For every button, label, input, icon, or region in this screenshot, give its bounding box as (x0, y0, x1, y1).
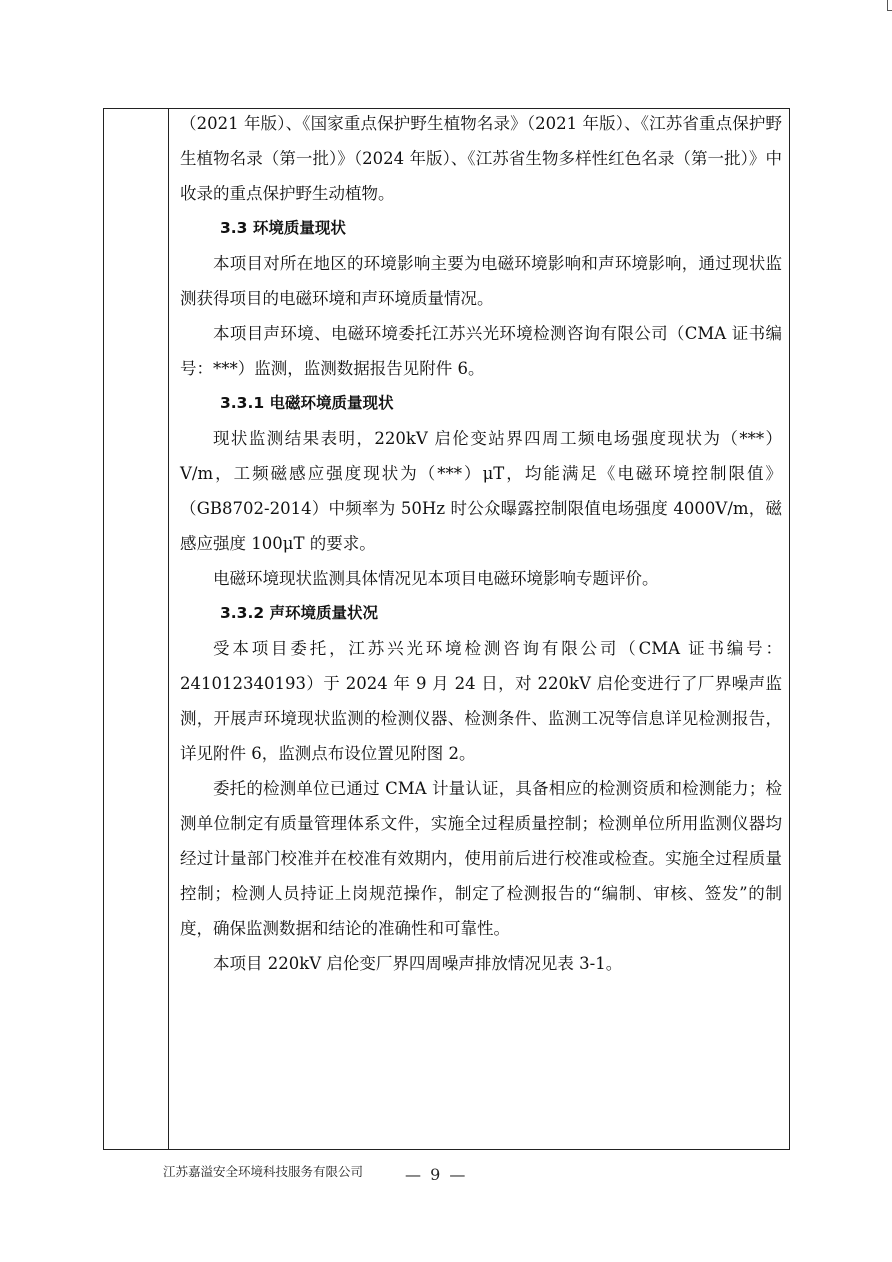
paragraph-electromagnetic-results: 现状监测结果表明，220kV 启伦变站界四周工频电场强度现状为（***）V/m，工频磁感应强度现状为（***）μT，均能满足《电磁环境控制限值》（GB8702-2014）中频率为 50Hz 时公众曝露控制限值电场强度 4000V/m，磁感应强度 100μT 的要求。 (180, 429, 782, 553)
paragraph-noise-table-reference: 本项目 220kV 启伦变厂界四周噪声排放情况见表 3-1。 (213, 954, 623, 973)
table-column-divider (168, 108, 169, 1150)
footer-page-number: — 9 — (405, 1165, 468, 1184)
paragraph-monitoring-entrusted: 本项目声环境、电磁环境委托江苏兴光环境检测咨询有限公司（CMA 证书编号：***）监测，监测数据报告见附件 6。 (180, 324, 782, 378)
section-heading-3-3: 3.3 环境质量现状 (220, 219, 346, 237)
paragraph-environment-impact: 本项目对所在地区的环境影响主要为电磁环境影响和声环境影响，通过现状监测获得项目的电磁环境和声环境质量情况。 (180, 254, 782, 308)
section-heading-3-3-1: 3.3.1 电磁环境质量现状 (220, 394, 394, 412)
paragraph-noise-monitoring: 受本项目委托，江苏兴光环境检测咨询有限公司（CMA 证书编号：241012340193）于 2024 年 9 月 24 日，对 220kV 启伦变进行了厂界噪声监测，开展声环境现状监测的检测仪器、检测条件、监测工况等信息详见检测报告，详见附件 6，监测点布设位置见附图 2。 (180, 639, 782, 763)
footer-company-name: 江苏嘉溢安全环境科技服务有限公司 (163, 1164, 364, 1179)
section-heading-3-3-2: 3.3.2 声环境质量状况 (220, 604, 379, 622)
paragraph-quality-control: 委托的检测单位已通过 CMA 计量认证，具备相应的检测资质和检测能力；检测单位制定有质量管理体系文件，实施全过程质量控制；检测单位所用监测仪器均经过计量部门校准并在校准有效期内，使用前后进行校准或检查。实施全过程质量控制；检测人员持证上岗规范操作，制定了检测报告的“编制、审核、签发”的制度，确保监测数据和结论的准确性和可靠性。 (180, 779, 782, 938)
document-body (180, 106, 782, 981)
paragraph-electromagnetic-reference: 电磁环境现状监测具体情况见本项目电磁环境影响专题评价。 (213, 569, 659, 588)
paragraph-protected-species-continuation: （2021 年版）、《国家重点保护野生植物名录》（2021 年版）、《江苏省重点保护野生植物名录（第一批）》（2024 年版）、《江苏省生物多样性红色名录（第一批）》中收录的重点保护野生动植物。 (180, 114, 782, 203)
page-corner-mark (887, 0, 892, 11)
